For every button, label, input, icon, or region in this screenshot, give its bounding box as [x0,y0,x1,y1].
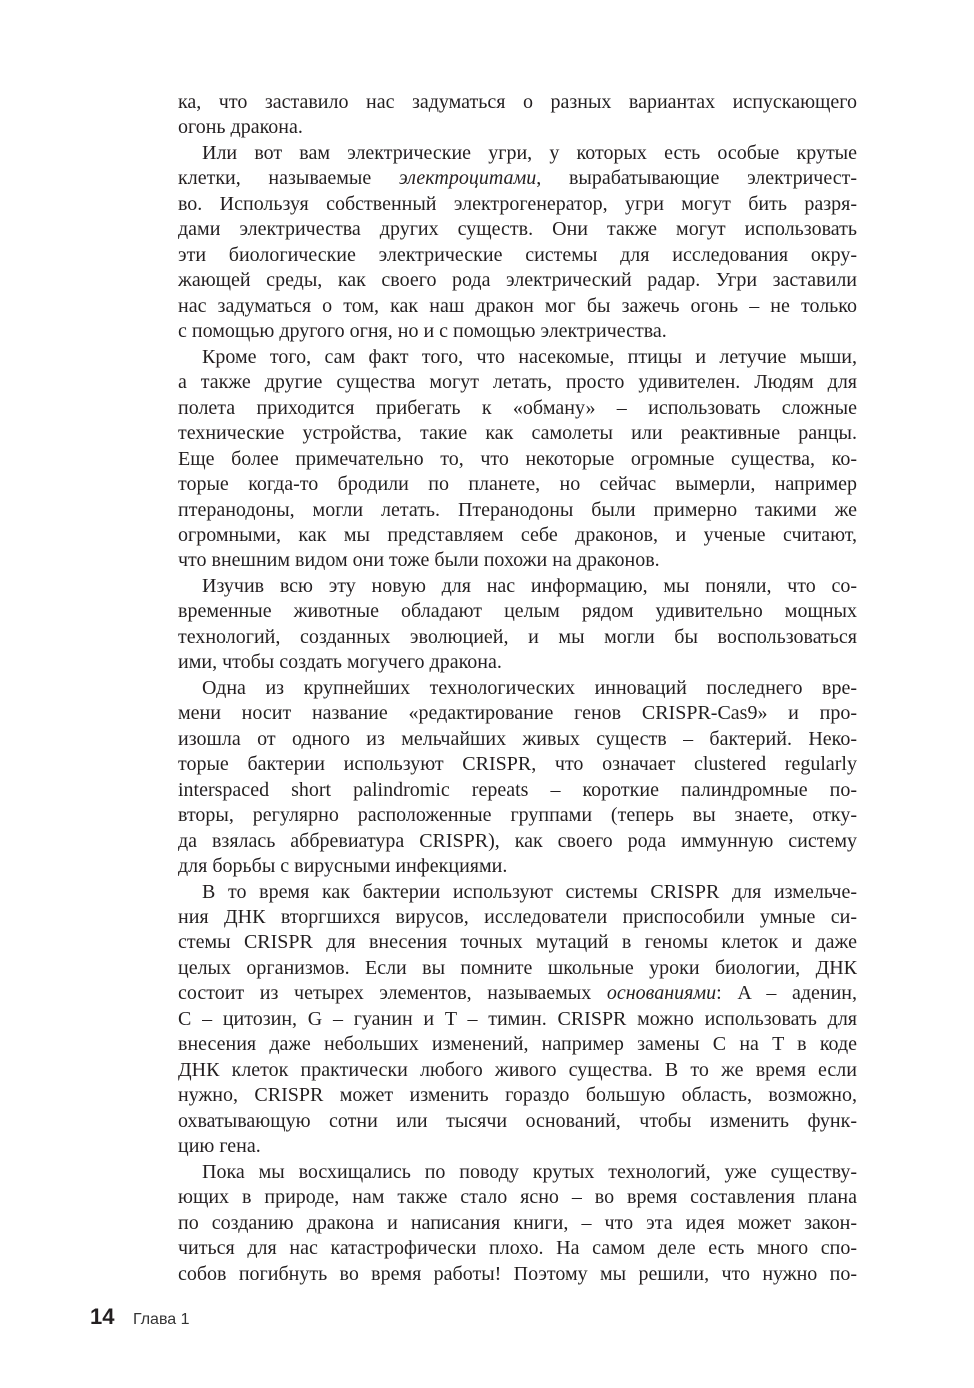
text-segment: ния ДНК вторгшихся вирусов, исследователи приспособили умные си- [178,906,857,928]
text-line [178,523,857,548]
text-line [178,396,857,421]
text-segment: торые бактерии используют CRISPR, что означает clustered regularly [178,753,857,776]
text-line [178,650,857,675]
text-segment: стемы CRISPR для внесения точных мутаций в геномы клеток и даже [178,931,857,954]
text-segment: по созданию дракона и написания книги, – что эта идея может закон- [178,1211,857,1234]
text-segment: собов погибнуть во время работы! Поэтому мы решили, что нужно по- [178,1262,857,1285]
text-line [178,166,857,191]
text-segment: да взялась аббревиатура CRISPR), как своего рода иммунную систему [178,829,857,852]
text-segment: Еще более примечательно то, что некоторые огромные существа, ко- [178,447,857,470]
text-segment: Изучив всю эту новую для нас информацию, мы поняли, что со- [202,574,857,597]
text-line [178,421,857,446]
text-segment: Или вот вам электрические угри, у которых есть особые крутые [202,141,857,164]
body-text [178,90,857,1287]
paragraph [178,676,857,880]
text-line [178,447,857,472]
text-line [178,319,857,344]
text-segment: огонь дракона. [178,116,303,139]
text-segment: вторы, регулярно расположенные группами (теперь вы знаете, отку- [178,804,857,827]
paragraph [178,574,857,676]
text-segment: ДНК клеток практически любого живого существа. В то же время если [178,1058,857,1081]
paragraph [178,141,857,345]
text-line [178,192,857,217]
page-footer [90,1304,190,1330]
text-line [178,752,857,777]
text-line [178,1109,857,1134]
text-segment: огромными, как мы представляем себе драконов, и ученые считают, [178,523,857,546]
paragraph [178,1160,857,1287]
text-segment: для борьбы с вирусными инфекциями. [178,855,508,878]
text-line [178,548,857,573]
text-line [178,498,857,523]
text-segment: эти биологические электрические системы для исследования окру- [178,243,857,266]
text-line [178,345,857,370]
text-line [178,370,857,395]
text-line [178,141,857,166]
text-segment: технологий, созданных эволюцией, и мы могли бы воспользоваться [178,625,857,648]
text-segment: ющих в природе, нам также стало ясно – во время составления плана [178,1186,857,1209]
text-segment: состоит из четырех элементов, называемых [178,982,607,1005]
text-line [178,981,857,1006]
text-segment: ими, чтобы создать могучего дракона. [178,651,502,674]
text-segment: изошла от одного из мельчайших живых существ – бактерий. Неко- [178,727,857,750]
text-line [178,803,857,828]
text-segment: временные животные обладают целым рядом удивительно мощных [178,600,857,623]
text-line [178,1262,857,1287]
text-segment: дами электричества других существ. Они также могут использовать [178,218,857,241]
text-segment: охватывающую сотни или тысячи оснований, чтобы изменить функ- [178,1109,857,1132]
text-line [178,1058,857,1083]
text-line [178,778,857,803]
text-line [178,1236,857,1261]
text-line [178,956,857,981]
text-line [178,268,857,293]
text-segment: : A – аденин, [716,982,857,1005]
text-segment: а также другие существа могут летать, просто удивителен. Людям для [178,371,857,394]
text-line [178,1007,857,1032]
text-segment: во. Используя собственный электрогенератор, угри могут бить разря- [178,192,857,215]
text-segment: мени носит название «редактирование генов CRISPR-Cas9» и про- [178,702,857,725]
text-segment: целых организмов. Если вы помните школьные уроки биологии, ДНК [178,956,857,979]
text-line [178,243,857,268]
text-line [178,294,857,319]
italic-term: основаниями [606,982,717,1005]
text-segment: торые когда-то бродили по планете, но сейчас вымерли, например [178,473,857,496]
text-line [178,880,857,905]
text-line [178,1032,857,1057]
text-line [178,1211,857,1236]
text-line [178,217,857,242]
text-line [178,727,857,752]
text-segment: Пока мы восхищались по поводу крутых технологий, уже существу- [202,1160,857,1183]
text-segment: C – цитозин, G – гуанин и T – тимин. CRISPR можно использовать для [178,1007,857,1030]
text-segment: жающей среды, как своего рода электрический радар. Угри заставили [178,269,857,292]
text-line [178,574,857,599]
text-segment: нужно, CRISPR может изменить гораздо большую область, возможно, [178,1084,857,1107]
text-segment: с помощью другого огня, но и с помощью электричества. [178,320,667,343]
text-segment: Одна из крупнейших технологических инноваций последнего вре- [202,676,857,699]
text-line [178,930,857,955]
text-line [178,115,857,140]
text-line [178,854,857,879]
text-line [178,599,857,624]
text-line [178,1160,857,1185]
text-segment: что внешним видом они тоже были похожи на драконов. [178,549,660,572]
text-segment: птеранодоны, могли летать. Птеранодоны были примерно такими же [178,498,857,521]
text-line [178,701,857,726]
text-line [178,829,857,854]
text-segment: ка, что заставило нас задуматься о разных вариантах испускающего [178,91,857,113]
text-segment: нас задуматься о том, как наш дракон мог бы зажечь огонь – не только [178,294,857,317]
text-segment: читься для нас катастрофически плохо. На самом деле есть много спо- [178,1237,857,1260]
text-segment: клетки, называемые [178,167,399,190]
paragraph [178,345,857,574]
text-line [178,1185,857,1210]
text-segment: технические устройства, такие как самолеты или реактивные ранцы. [178,422,857,445]
text-segment: В то время как бактерии используют системы CRISPR для измельче- [202,880,857,903]
text-segment: внесения даже небольших изменений, например замены C на T в коде [178,1033,857,1056]
text-line [178,676,857,701]
text-segment: Кроме того, сам факт того, что насекомые, птицы и летучие мыши, [202,345,857,368]
page-number: 14 [90,1304,115,1329]
text-line [178,625,857,650]
text-segment: , вырабатывающие электричест- [536,167,857,190]
text-line [178,905,857,930]
text-line [178,472,857,497]
text-segment: полета приходится прибегать к «обману» – использовать сложные [178,396,857,419]
text-segment: цию гена. [178,1135,261,1158]
italic-term: электроцитами [398,167,537,190]
text-line [178,90,857,115]
paragraph [178,880,857,1160]
paragraph [178,90,857,141]
text-segment: interspaced short palindromic repeats – короткие палиндромные по- [178,778,857,801]
text-line [178,1083,857,1108]
text-line [178,1134,857,1159]
chapter-label: Глава 1 [132,1311,190,1328]
